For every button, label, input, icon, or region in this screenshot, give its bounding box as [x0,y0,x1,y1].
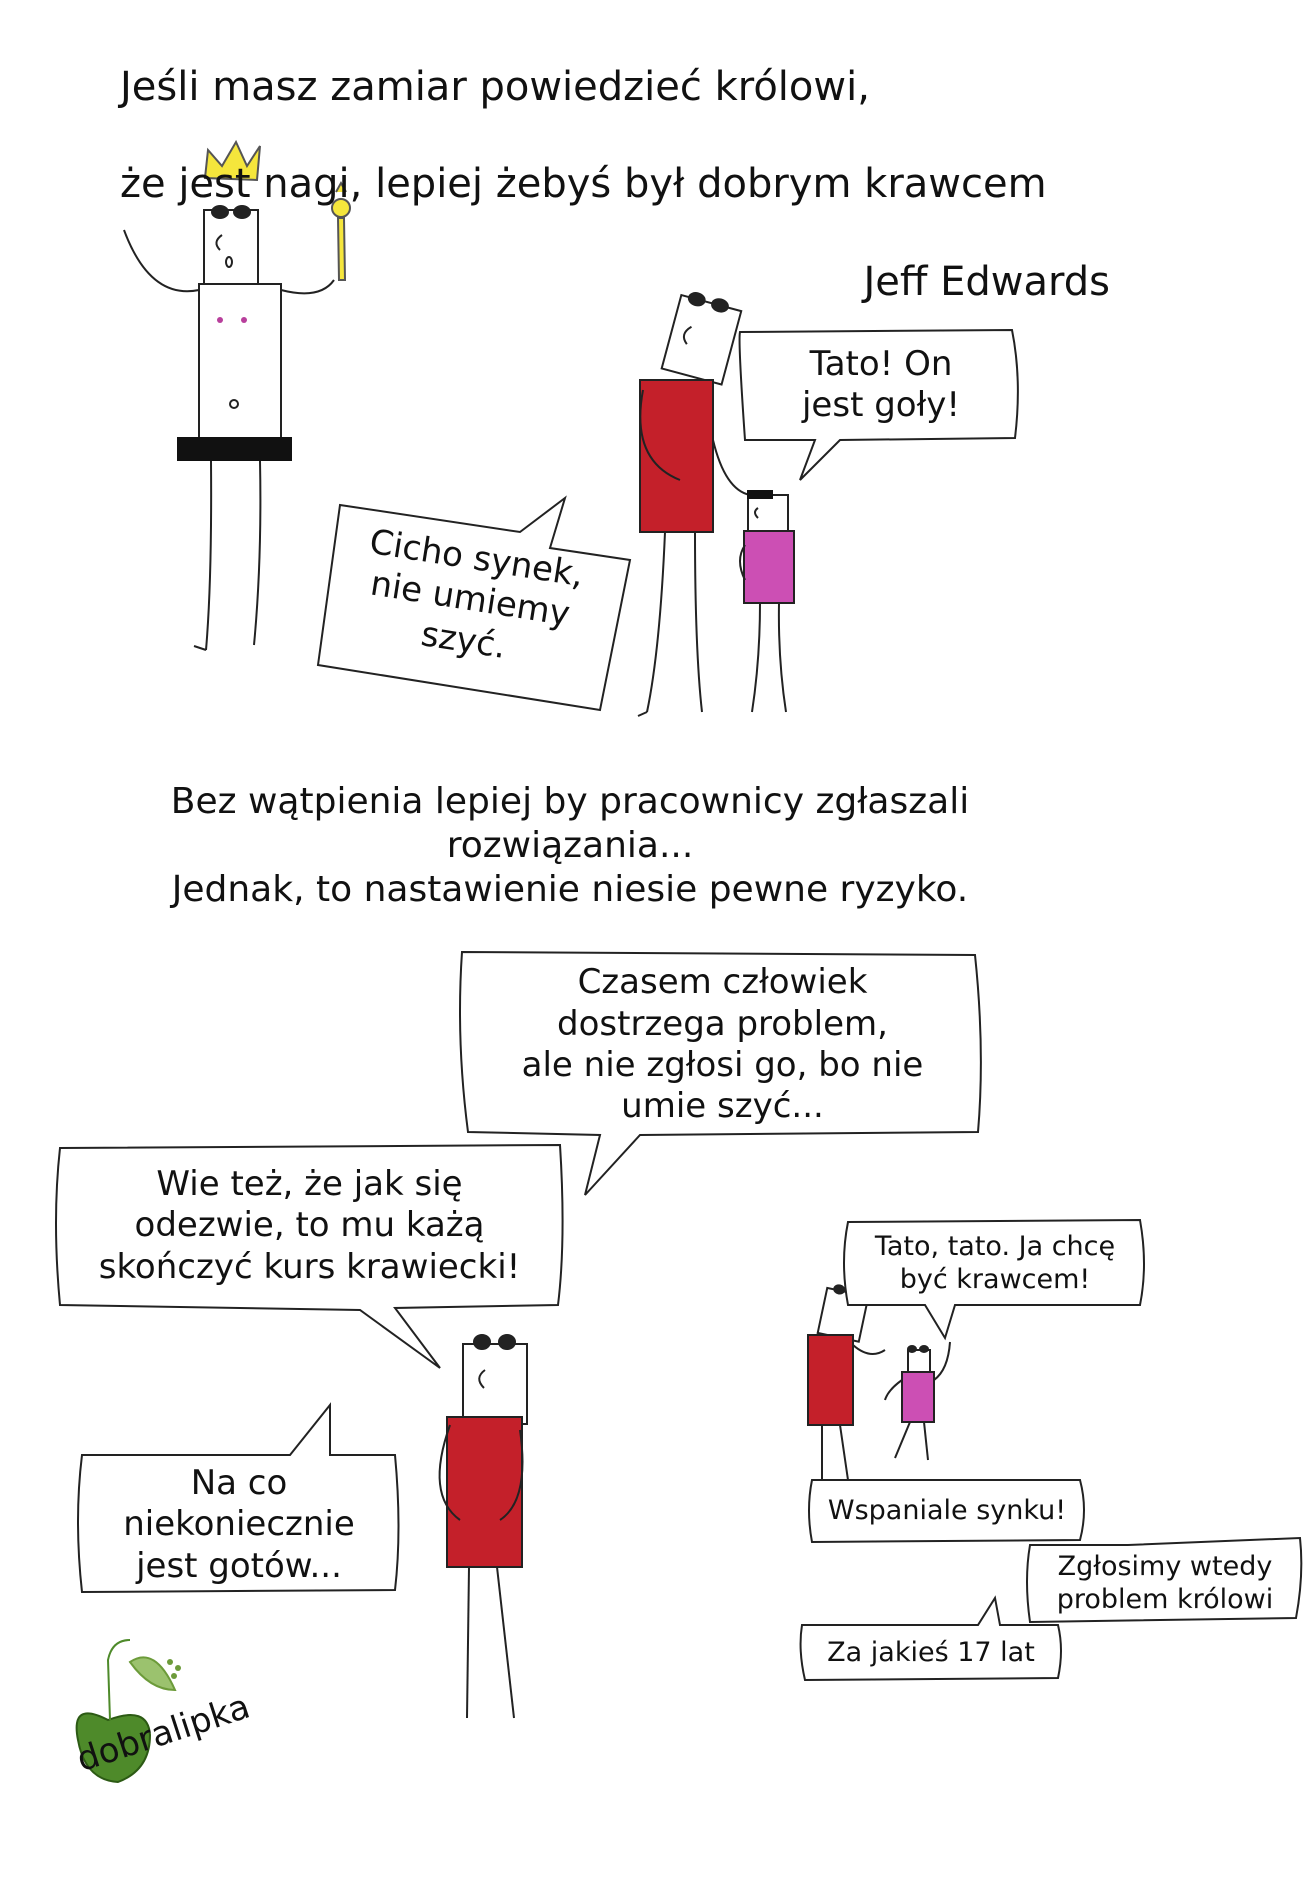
logo-text: dobralipka [72,1686,255,1781]
middle-caption: Bez wątpienia lepiej by pracownicy zgłaszali rozwiązania... Jednak, to nastawienie niesie pewne ryzyko. [170,781,970,910]
quote-author: Jeff Edwards [863,258,1110,305]
child-speech-1: Tato! On jest goły! [801,343,960,425]
father-speech-3c: Za jakieś 17 lat [827,1636,1035,1668]
child-speech-3: Tato, tato. Ja chcę być krawcem! [874,1231,1116,1295]
child-figure-3 [885,1342,950,1460]
opening-quote [120,14,1110,356]
quote-line-2: że jest nagi, lepiej żebyś był dobrym krawcem [120,161,1047,208]
censor-bar [177,437,292,461]
father-figure-2 [440,1335,527,1718]
speech-course: Wie też, że jak się odezwie, to mu każą skończyć kurs krawiecki! [98,1163,521,1287]
father-speech-3a: Wspaniale synku! [827,1494,1067,1526]
child-1-shirt [744,531,794,603]
quote-line-1: Jeśli masz zamiar powiedzieć królowi, [120,63,870,110]
speech-ready: Na co niekoniecznie jest gotów... [123,1462,355,1586]
child-figure-1 [740,490,794,712]
father-speech-1: Cicho synek, nie umiemy szyć. [366,521,587,667]
father-speech-3b: Zgłosimy wtedy problem królowi [1056,1551,1274,1615]
speech-problem: Czasem człowiek dostrzega problem, ale nie zgłosi go, bo nie umie szyć... [521,962,924,1127]
father-figure-3 [808,1283,885,1480]
